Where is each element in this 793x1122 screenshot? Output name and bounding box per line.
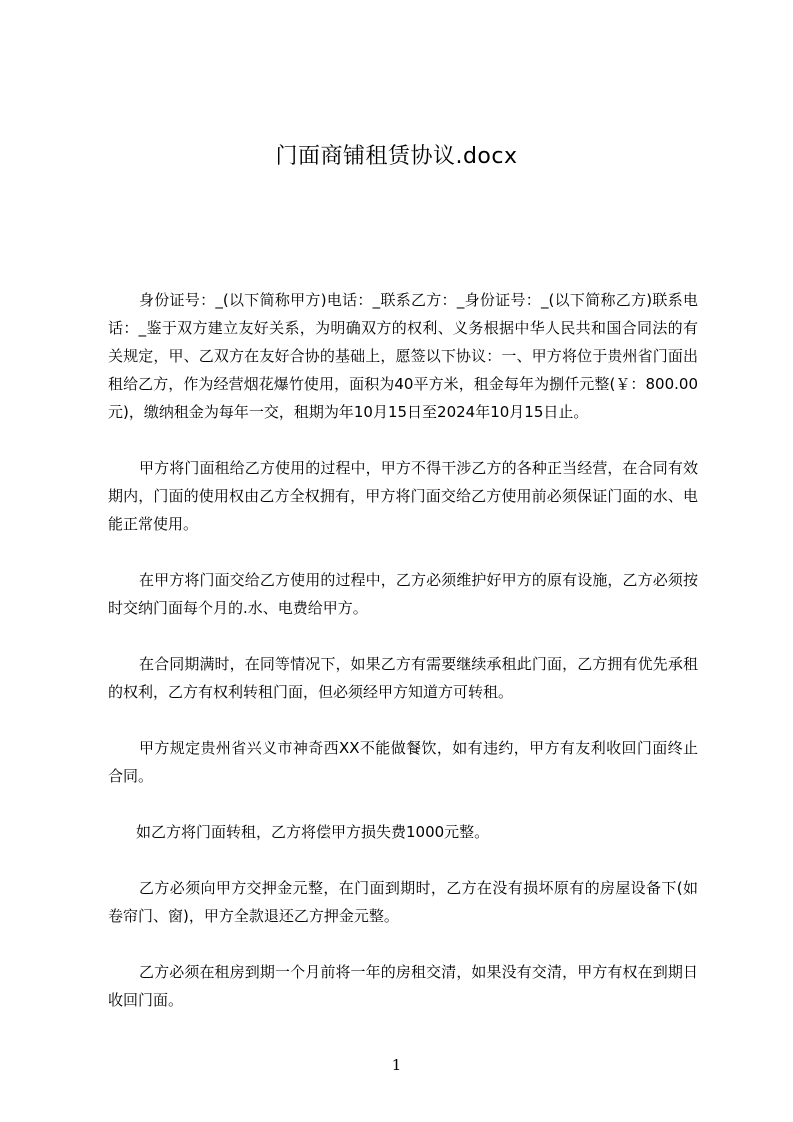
page-number: 1 <box>391 1056 402 1074</box>
paragraph-parties-and-terms: 身份证号：_(以下简称甲方)电话：_联系乙方：_身份证号：_(以下简称乙方)联系电话：_鉴于双方建立友好关系，为明确双方的权利、义务根据中华人民共和国合同法的有关规定，甲、乙双方在友好合协的基础上，愿签以下协议：一、甲方将位于贵州省门面出租给乙方，作为经营烟花爆竹使用，面积为40平方米，租金每年为捌仟元整(￥：800.00元)，缴纳租金为每年一交，租期为年10月15日至2024年10月15日止。 <box>108 291 698 421</box>
paragraph-sublease-penalty: 如乙方将门面转租，乙方将偿甲方损失费1000元整。 <box>136 823 490 841</box>
paragraph-deposit: 乙方必须向甲方交押金元整，在门面到期时，乙方在没有损坏原有的房屋设备下(如卷帘门、窗)，甲方全款退还乙方押金元整。 <box>108 879 698 925</box>
document-body <box>108 286 698 1014</box>
document-title: 门面商铺租赁协议.docx <box>275 144 518 169</box>
paragraph-rent-payment: 乙方必须在租房到期一个月前将一年的房租交清，如果没有交清，甲方有权在到期日收回门面。 <box>108 963 698 1009</box>
paragraph-restriction: 甲方规定贵州省兴义市神奇西XX不能做餐饮，如有违约，甲方有友利收回门面终止合同。 <box>108 739 698 785</box>
paragraph-maintenance: 在甲方将门面交给乙方使用的过程中，乙方必须维护好甲方的原有设施，乙方必须按时交纳门面每个月的.水、电费给甲方。 <box>108 571 698 617</box>
paragraph-usage-rights: 甲方将门面租给乙方使用的过程中，甲方不得干涉乙方的各种正当经营，在合同有效期内，门面的使用权由乙方全权拥有，甲方将门面交给乙方使用前必须保证门面的水、电能正常使用。 <box>108 459 698 533</box>
paragraph-renewal: 在合同期满时，在同等情况下，如果乙方有需要继续承租此门面，乙方拥有优先承租的权利，乙方有权利转租门面，但必须经甲方知道方可转租。 <box>108 655 698 701</box>
